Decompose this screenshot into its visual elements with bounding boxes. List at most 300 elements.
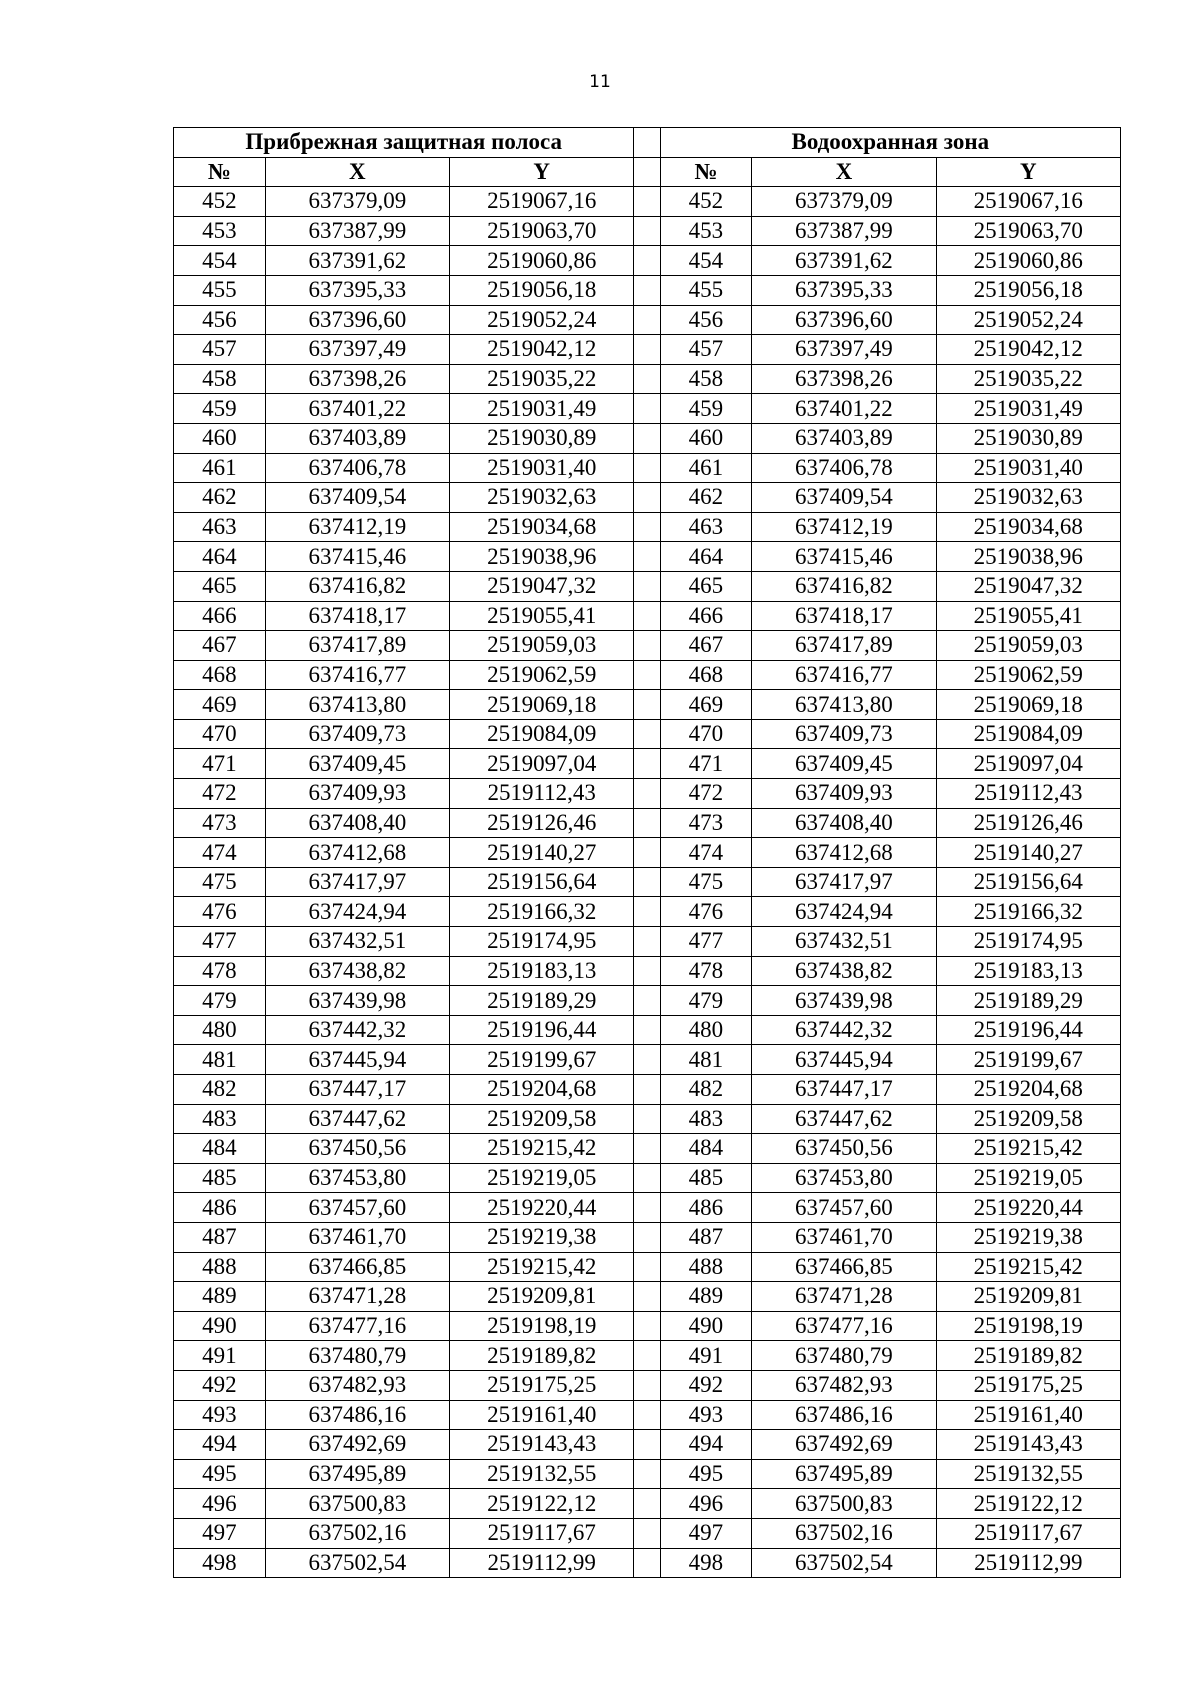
left-y-cell: 2519034,68 [450,512,634,542]
right-y-cell: 2519069,18 [936,690,1120,720]
left-num-cell: 479 [174,986,266,1016]
left-x-cell: 637495,89 [265,1459,449,1489]
table-row [174,453,1121,483]
table-row [174,1222,1121,1252]
table-row [174,305,1121,335]
left-num-cell: 484 [174,1134,266,1164]
right-y-cell: 2519126,46 [936,808,1120,838]
left-x-cell: 637453,80 [265,1163,449,1193]
left-num-cell: 464 [174,542,266,572]
left-y-cell: 2519056,18 [450,275,634,305]
left-y-cell: 2519030,89 [450,423,634,453]
left-x-cell: 637477,16 [265,1311,449,1341]
column-spacer [634,690,660,720]
table-row [174,779,1121,809]
right-y-cell: 2519047,32 [936,571,1120,601]
left-num-cell: 462 [174,483,266,513]
column-spacer [634,838,660,868]
table-row [174,1104,1121,1134]
left-y-cell: 2519059,03 [450,631,634,661]
right-x-cell: 637409,54 [752,483,936,513]
table-row [174,512,1121,542]
left-x-cell: 637486,16 [265,1400,449,1430]
table-row [174,1518,1121,1548]
right-x-cell: 637495,89 [752,1459,936,1489]
left-num-cell: 467 [174,631,266,661]
column-spacer [634,1489,660,1519]
right-y-cell: 2519055,41 [936,601,1120,631]
table-row [174,631,1121,661]
right-x-cell: 637417,89 [752,631,936,661]
left-y-cell: 2519132,55 [450,1459,634,1489]
table-row [174,1311,1121,1341]
column-spacer [634,128,660,158]
table-row [174,1015,1121,1045]
right-num-cell: 490 [660,1311,752,1341]
left-y-cell: 2519032,63 [450,483,634,513]
right-y-cell: 2519189,29 [936,986,1120,1016]
right-x-cell: 637432,51 [752,927,936,957]
left-y-cell: 2519031,40 [450,453,634,483]
right-x-header: X [752,157,936,187]
left-x-cell: 637500,83 [265,1489,449,1519]
right-num-cell: 473 [660,808,752,838]
table-row [174,986,1121,1016]
right-x-cell: 637412,19 [752,512,936,542]
table-row [174,1370,1121,1400]
left-x-cell: 637432,51 [265,927,449,957]
left-y-cell: 2519189,29 [450,986,634,1016]
right-num-cell: 476 [660,897,752,927]
left-x-cell: 637397,49 [265,335,449,365]
right-y-cell: 2519140,27 [936,838,1120,868]
left-x-cell: 637471,28 [265,1282,449,1312]
right-x-cell: 637439,98 [752,986,936,1016]
left-num-cell: 492 [174,1370,266,1400]
left-x-cell: 637447,17 [265,1075,449,1105]
left-x-cell: 637409,45 [265,749,449,779]
left-num-cell: 466 [174,601,266,631]
left-num-cell: 472 [174,779,266,809]
left-x-cell: 637412,19 [265,512,449,542]
left-num-cell: 496 [174,1489,266,1519]
right-y-cell: 2519204,68 [936,1075,1120,1105]
table-row [174,216,1121,246]
right-num-cell: 452 [660,187,752,217]
right-num-cell: 456 [660,305,752,335]
left-x-cell: 637417,89 [265,631,449,661]
left-num-cell: 456 [174,305,266,335]
right-num-cell: 471 [660,749,752,779]
left-num-cell: 475 [174,867,266,897]
right-num-cell: 496 [660,1489,752,1519]
left-num-cell: 455 [174,275,266,305]
column-spacer [634,246,660,276]
left-x-cell: 637450,56 [265,1134,449,1164]
left-y-cell: 2519126,46 [450,808,634,838]
left-num-cell: 491 [174,1341,266,1371]
left-num-cell: 490 [174,1311,266,1341]
column-spacer [634,1015,660,1045]
left-num-cell: 461 [174,453,266,483]
left-num-cell: 493 [174,1400,266,1430]
right-y-cell: 2519063,70 [936,216,1120,246]
left-num-cell: 483 [174,1104,266,1134]
right-x-cell: 637408,40 [752,808,936,838]
left-x-cell: 637413,80 [265,690,449,720]
table-row [174,897,1121,927]
left-num-cell: 495 [174,1459,266,1489]
right-y-cell: 2519062,59 [936,660,1120,690]
right-x-cell: 637424,94 [752,897,936,927]
column-spacer [634,1045,660,1075]
right-x-cell: 637412,68 [752,838,936,868]
table-row [174,1430,1121,1460]
column-spacer [634,1193,660,1223]
right-y-cell: 2519035,22 [936,364,1120,394]
right-y-cell: 2519038,96 [936,542,1120,572]
left-x-cell: 637379,09 [265,187,449,217]
left-x-cell: 637445,94 [265,1045,449,1075]
table-row [174,571,1121,601]
left-y-cell: 2519174,95 [450,927,634,957]
right-x-cell: 637442,32 [752,1015,936,1045]
right-x-cell: 637447,62 [752,1104,936,1134]
left-y-header: Y [450,157,634,187]
right-num-cell: 453 [660,216,752,246]
right-num-cell: 474 [660,838,752,868]
section-header-row [174,128,1121,158]
right-y-cell: 2519156,64 [936,867,1120,897]
right-num-cell: 497 [660,1518,752,1548]
left-y-cell: 2519204,68 [450,1075,634,1105]
column-spacer [634,867,660,897]
left-y-cell: 2519038,96 [450,542,634,572]
right-num-cell: 464 [660,542,752,572]
column-spacer [634,364,660,394]
left-x-cell: 637396,60 [265,305,449,335]
table-row [174,1341,1121,1371]
right-num-cell: 465 [660,571,752,601]
right-num-cell: 462 [660,483,752,513]
left-y-cell: 2519199,67 [450,1045,634,1075]
left-num-cell: 486 [174,1193,266,1223]
left-y-cell: 2519156,64 [450,867,634,897]
right-x-cell: 637417,97 [752,867,936,897]
right-x-cell: 637492,69 [752,1430,936,1460]
right-num-cell: 493 [660,1400,752,1430]
left-num-cell: 474 [174,838,266,868]
right-y-cell: 2519189,82 [936,1341,1120,1371]
column-spacer [634,187,660,217]
right-num-cell: 468 [660,660,752,690]
column-spacer [634,808,660,838]
right-num-cell: 492 [660,1370,752,1400]
column-spacer [634,1222,660,1252]
right-num-cell: 458 [660,364,752,394]
column-spacer [634,1075,660,1105]
right-num-cell: 489 [660,1282,752,1312]
left-num-cell: 485 [174,1163,266,1193]
right-y-cell: 2519112,43 [936,779,1120,809]
right-x-cell: 637418,17 [752,601,936,631]
left-x-cell: 637409,54 [265,483,449,513]
right-y-cell: 2519042,12 [936,335,1120,365]
right-x-cell: 637461,70 [752,1222,936,1252]
left-num-cell: 498 [174,1548,266,1578]
right-y-cell: 2519060,86 [936,246,1120,276]
right-num-cell: 467 [660,631,752,661]
left-x-cell: 637403,89 [265,423,449,453]
right-num-cell: 491 [660,1341,752,1371]
left-num-cell: 471 [174,749,266,779]
right-num-cell: 484 [660,1134,752,1164]
right-num-cell: 466 [660,601,752,631]
left-num-cell: 497 [174,1518,266,1548]
right-num-cell: 469 [660,690,752,720]
right-x-cell: 637409,93 [752,779,936,809]
right-x-cell: 637416,77 [752,660,936,690]
right-y-cell: 2519132,55 [936,1459,1120,1489]
left-x-cell: 637492,69 [265,1430,449,1460]
table-row [174,690,1121,720]
right-y-cell: 2519219,05 [936,1163,1120,1193]
left-x-cell: 637502,16 [265,1518,449,1548]
left-num-cell: 460 [174,423,266,453]
left-num-cell: 453 [174,216,266,246]
right-y-cell: 2519175,25 [936,1370,1120,1400]
left-y-cell: 2519198,19 [450,1311,634,1341]
left-num-cell: 470 [174,719,266,749]
left-y-cell: 2519166,32 [450,897,634,927]
column-spacer [634,1282,660,1312]
right-x-cell: 637502,16 [752,1518,936,1548]
right-x-cell: 637447,17 [752,1075,936,1105]
right-y-cell: 2519209,81 [936,1282,1120,1312]
left-y-cell: 2519140,27 [450,838,634,868]
left-y-cell: 2519047,32 [450,571,634,601]
column-spacer [634,423,660,453]
table-row [174,1548,1121,1578]
left-y-cell: 2519183,13 [450,956,634,986]
left-y-cell: 2519209,81 [450,1282,634,1312]
column-spacer [634,512,660,542]
column-spacer [634,1370,660,1400]
column-spacer [634,1548,660,1578]
right-num-cell: 472 [660,779,752,809]
right-num-cell: 455 [660,275,752,305]
right-y-cell: 2519031,40 [936,453,1120,483]
column-spacer [634,1518,660,1548]
right-x-cell: 637466,85 [752,1252,936,1282]
left-x-cell: 637391,62 [265,246,449,276]
table-row [174,1075,1121,1105]
right-num-cell: 495 [660,1459,752,1489]
right-x-cell: 637416,82 [752,571,936,601]
right-num-cell: 459 [660,394,752,424]
right-num-cell: 479 [660,986,752,1016]
left-num-cell: 468 [174,660,266,690]
right-y-cell: 2519056,18 [936,275,1120,305]
left-num-cell: 454 [174,246,266,276]
column-spacer [634,1430,660,1460]
left-x-cell: 637406,78 [265,453,449,483]
column-spacer [634,631,660,661]
right-x-cell: 637403,89 [752,423,936,453]
left-num-cell: 489 [174,1282,266,1312]
left-num-cell: 480 [174,1015,266,1045]
left-y-cell: 2519112,43 [450,779,634,809]
right-x-cell: 637398,26 [752,364,936,394]
left-y-cell: 2519084,09 [450,719,634,749]
table-row [174,719,1121,749]
left-x-cell: 637418,17 [265,601,449,631]
table-row [174,483,1121,513]
table-row [174,275,1121,305]
page-number: 11 [589,72,611,92]
left-y-cell: 2519117,67 [450,1518,634,1548]
right-x-cell: 637482,93 [752,1370,936,1400]
left-y-cell: 2519069,18 [450,690,634,720]
left-x-cell: 637409,93 [265,779,449,809]
right-y-cell: 2519215,42 [936,1252,1120,1282]
left-num-cell: 458 [174,364,266,394]
left-y-cell: 2519042,12 [450,335,634,365]
column-spacer [634,660,660,690]
table-row [174,246,1121,276]
right-y-cell: 2519199,67 [936,1045,1120,1075]
left-y-cell: 2519055,41 [450,601,634,631]
right-num-cell: 461 [660,453,752,483]
right-x-cell: 637387,99 [752,216,936,246]
right-num-cell: 463 [660,512,752,542]
right-x-cell: 637502,54 [752,1548,936,1578]
right-y-cell: 2519219,38 [936,1222,1120,1252]
right-x-cell: 637415,46 [752,542,936,572]
right-x-cell: 637396,60 [752,305,936,335]
table-row [174,660,1121,690]
left-num-cell: 477 [174,927,266,957]
left-num-cell: 452 [174,187,266,217]
column-spacer [634,719,660,749]
left-x-cell: 637398,26 [265,364,449,394]
left-y-cell: 2519122,12 [450,1489,634,1519]
right-num-cell: 494 [660,1430,752,1460]
left-x-cell: 637401,22 [265,394,449,424]
column-spacer [634,483,660,513]
right-x-cell: 637397,49 [752,335,936,365]
column-spacer [634,1252,660,1282]
table-row [174,867,1121,897]
left-x-cell: 637438,82 [265,956,449,986]
left-x-cell: 637466,85 [265,1252,449,1282]
right-y-cell: 2519143,43 [936,1430,1120,1460]
right-y-cell: 2519220,44 [936,1193,1120,1223]
right-num-cell: 454 [660,246,752,276]
column-spacer [634,216,660,246]
left-y-cell: 2519143,43 [450,1430,634,1460]
column-spacer [634,1163,660,1193]
right-x-cell: 637409,45 [752,749,936,779]
right-y-cell: 2519112,99 [936,1548,1120,1578]
left-x-cell: 637408,40 [265,808,449,838]
left-x-cell: 637461,70 [265,1222,449,1252]
right-x-cell: 637480,79 [752,1341,936,1371]
table-row [174,1134,1121,1164]
left-x-cell: 637412,68 [265,838,449,868]
left-x-cell: 637409,73 [265,719,449,749]
right-x-cell: 637453,80 [752,1163,936,1193]
left-num-cell: 473 [174,808,266,838]
left-num-cell: 465 [174,571,266,601]
right-y-cell: 2519097,04 [936,749,1120,779]
right-y-cell: 2519032,63 [936,483,1120,513]
right-y-header: Y [936,157,1120,187]
left-y-cell: 2519031,49 [450,394,634,424]
right-x-cell: 637379,09 [752,187,936,217]
right-x-cell: 637413,80 [752,690,936,720]
left-y-cell: 2519220,44 [450,1193,634,1223]
left-num-cell: 469 [174,690,266,720]
right-x-cell: 637406,78 [752,453,936,483]
right-x-cell: 637395,33 [752,275,936,305]
column-spacer [634,305,660,335]
table-row [174,1459,1121,1489]
column-header-row [174,157,1121,187]
right-num-cell: 498 [660,1548,752,1578]
left-x-cell: 637415,46 [265,542,449,572]
left-y-cell: 2519035,22 [450,364,634,394]
coordinates-table [173,127,1121,1578]
left-x-cell: 637447,62 [265,1104,449,1134]
right-y-cell: 2519067,16 [936,187,1120,217]
right-num-cell: 488 [660,1252,752,1282]
right-x-cell: 637409,73 [752,719,936,749]
left-y-cell: 2519062,59 [450,660,634,690]
left-y-cell: 2519060,86 [450,246,634,276]
right-num-cell: 460 [660,423,752,453]
right-y-cell: 2519084,09 [936,719,1120,749]
table-row [174,749,1121,779]
column-spacer [634,927,660,957]
column-spacer [634,335,660,365]
right-x-cell: 637500,83 [752,1489,936,1519]
left-x-cell: 637442,32 [265,1015,449,1045]
column-spacer [634,394,660,424]
table-row [174,601,1121,631]
left-x-cell: 637417,97 [265,867,449,897]
left-num-cell: 459 [174,394,266,424]
coordinates-body [174,187,1121,1578]
table-row [174,838,1121,868]
table-row [174,1400,1121,1430]
left-y-cell: 2519052,24 [450,305,634,335]
right-y-cell: 2519196,44 [936,1015,1120,1045]
left-x-cell: 637387,99 [265,216,449,246]
column-spacer [634,601,660,631]
right-y-cell: 2519161,40 [936,1400,1120,1430]
table-row [174,1163,1121,1193]
table-row [174,1252,1121,1282]
left-x-cell: 637482,93 [265,1370,449,1400]
left-x-cell: 637416,82 [265,571,449,601]
column-spacer [634,956,660,986]
right-y-cell: 2519052,24 [936,305,1120,335]
left-y-cell: 2519215,42 [450,1252,634,1282]
table-row [174,364,1121,394]
right-y-cell: 2519122,12 [936,1489,1120,1519]
right-y-cell: 2519117,67 [936,1518,1120,1548]
